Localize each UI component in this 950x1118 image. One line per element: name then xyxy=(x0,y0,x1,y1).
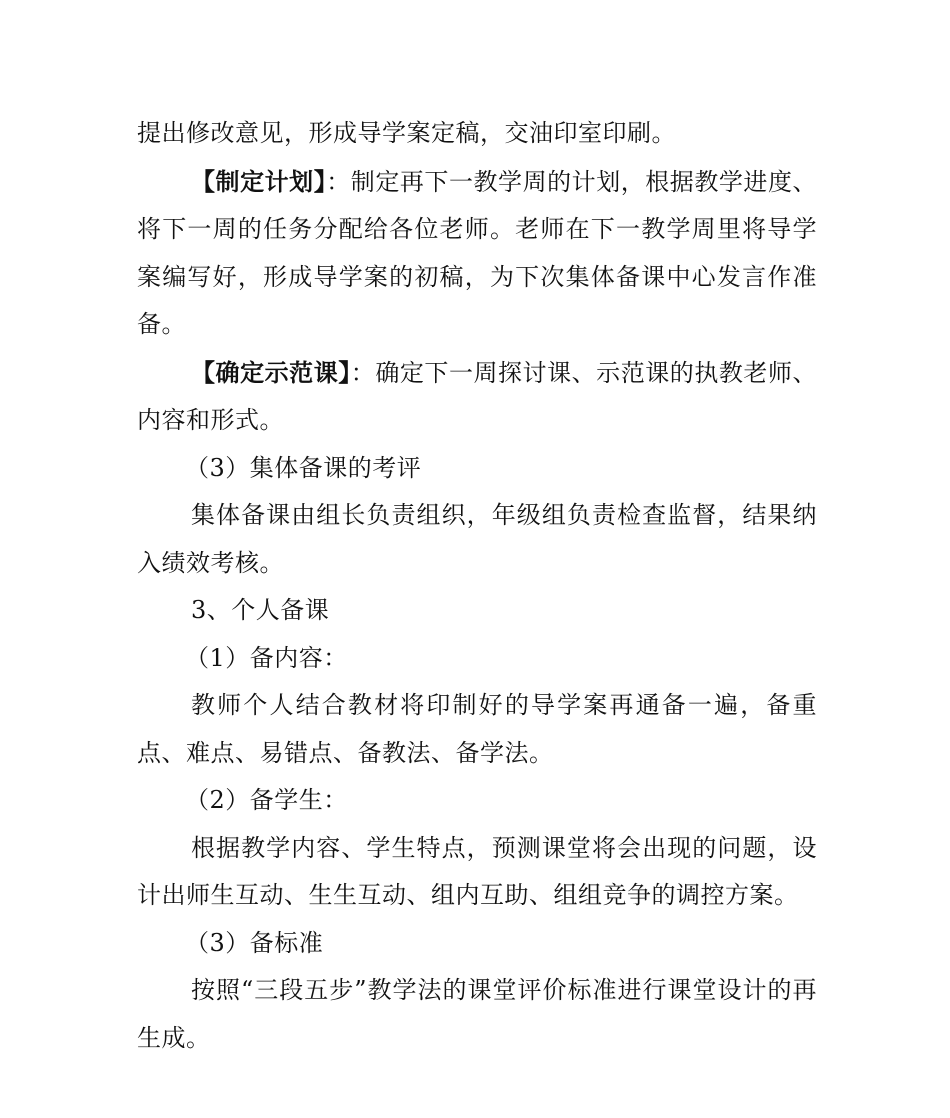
heading-text: （3）集体备课的考评 xyxy=(185,453,422,482)
document-body xyxy=(137,110,817,1062)
heading-prep-content xyxy=(137,635,817,683)
paragraph-revision xyxy=(137,110,817,158)
paragraph-prep-standard xyxy=(137,967,817,1062)
heading-prep-students xyxy=(137,777,817,825)
paragraph-text: 集体备课由组长负责组织，年级组负责检查监督，结果纳入绩效考核。 xyxy=(137,501,817,577)
paragraph-text: ：制定再下一教学周的计划，根据教学进度、将下一周的任务分配给各位老师。老师在下一教学周里将导学案编写好，形成导学案的初稿，为下次集体备课中心发言作准备。 xyxy=(137,167,818,338)
paragraph-prep-content xyxy=(137,682,817,777)
paragraph-prep-students xyxy=(137,825,817,920)
paragraph-evaluation xyxy=(137,492,817,587)
paragraph-demo-class xyxy=(137,349,817,445)
heading-text: （3）备标准 xyxy=(185,928,324,957)
heading-evaluation xyxy=(137,445,817,493)
paragraph-text: 按照“三段五步”教学法的课堂评价标准进行课堂设计的再生成。 xyxy=(137,976,817,1052)
paragraph-text: 根据教学内容、学生特点，预测课堂将会出现的问题，设计出师生互动、生生互动、组内互助、组组竞争的调控方案。 xyxy=(137,833,817,909)
section-label-demo-class: 【确定示范课】 xyxy=(191,357,351,387)
heading-text: （2）备学生： xyxy=(185,786,348,814)
paragraph-text: 教师个人结合教材将印制好的导学案再通备一遍，备重点、难点、易错点、备教法、备学法。 xyxy=(137,691,817,767)
paragraph-text: 提出修改意见，形成导学案定稿，交油印室印刷。 xyxy=(137,119,676,147)
paragraph-make-plan xyxy=(137,158,817,349)
heading-text: 3、个人备课 xyxy=(191,596,330,624)
heading-prep-standard xyxy=(137,920,817,968)
heading-text: （1）备内容： xyxy=(185,643,348,672)
section-label-make-plan: 【制定计划】 xyxy=(191,166,327,196)
paragraph-text: ：确定下一周探讨课、示范课的执教老师、内容和形式。 xyxy=(137,358,817,434)
heading-personal-prep xyxy=(137,587,817,635)
